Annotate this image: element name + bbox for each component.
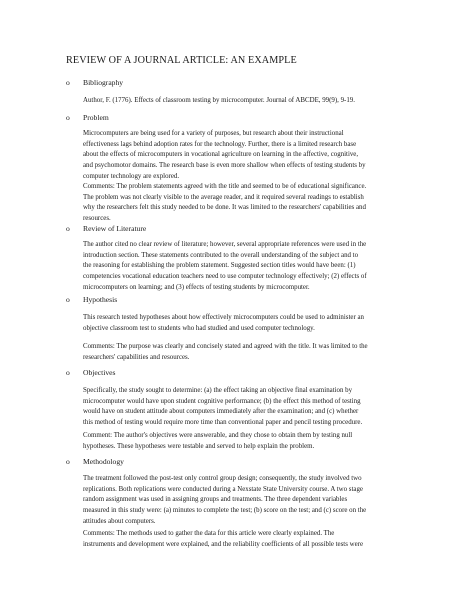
text-line: effectiveness lags behind adoption rates for the technology. Further, there is a limited research base xyxy=(83,140,357,148)
text-line: introduction section. These statements contributed to the overall understanding of the subject and to xyxy=(83,251,359,259)
bullet-marker: o xyxy=(66,78,70,87)
text-line: Comments: The methods used to gather the data for this article were clearly explained. The xyxy=(83,530,335,537)
review-paragraph xyxy=(83,240,401,294)
objectives-comment xyxy=(83,431,401,452)
objectives-paragraph xyxy=(83,386,401,429)
text-line: would have on student attitude about computers immediately after the examination; and (c) whether xyxy=(83,408,359,416)
text-line: The author cited no clear review of literature; however, several appropriate references were used in the xyxy=(83,241,367,248)
section-title: Review of Literature xyxy=(83,224,147,233)
text-line: resources. xyxy=(83,215,111,223)
text-line: This research tested hypotheses about how effectively microcomputers could be used to administer an xyxy=(83,314,364,321)
text-line: attitudes about computers. xyxy=(83,517,156,525)
section-title: Problem xyxy=(83,113,109,122)
text-line: objective classroom test to students who had studied and used computer technology. xyxy=(83,324,315,332)
bullet-marker: o xyxy=(66,113,70,122)
section-heading-problem xyxy=(66,113,109,122)
problem-paragraph xyxy=(83,129,401,183)
text-line: The treatment followed the post-test only control group design; consequently, the study involved two xyxy=(83,475,362,482)
text-line: microcomputers on learning; and (3) effects of testing students by microcomputer. xyxy=(83,283,310,291)
section-title: Objectives xyxy=(83,368,116,377)
section-title: Bibliography xyxy=(83,78,124,87)
text-line: competencies vocational education teachers need to use computer technology effectively; (2) effects of xyxy=(83,273,367,281)
text-line: Comments: The problem statements agreed with the title and seemed to be of educational significance. xyxy=(83,183,367,190)
text-line: hypotheses. These hypotheses were testable and served to help explain the problem. xyxy=(83,442,315,450)
bullet-marker: o xyxy=(66,295,70,304)
problem-comments xyxy=(83,182,401,225)
text-line: this method of testing would require more time than conventional paper and pencil testing procedure. xyxy=(83,419,363,427)
text-line: Comments: The purpose was clearly and concisely stated and agreed with the title. It was limited to the xyxy=(83,343,368,350)
methodology-paragraph xyxy=(83,474,401,528)
section-heading-bibliography xyxy=(66,78,123,87)
text-line: why the researchers felt this study needed to be done. It was limited to the researchers' capabilities and xyxy=(83,204,366,212)
section-title: Hypothesis xyxy=(83,295,118,304)
text-line: instruments and development were explained, and the reliability coefficients of all possible tests were xyxy=(83,540,364,548)
text-line: Microcomputers are being used for a variety of purposes, but research about their instructional xyxy=(83,130,344,137)
bullet-marker: o xyxy=(66,457,70,466)
hypothesis-paragraph xyxy=(83,313,401,334)
bullet-marker: o xyxy=(66,224,70,233)
section-title: Methodology xyxy=(83,457,124,466)
text-line: the reasoning for establishing the problem statement. Suggested section titles would have been: (1) xyxy=(83,262,356,270)
text-line: researchers' capabilities and resources. xyxy=(83,353,190,361)
document-title: REVIEW OF A JOURNAL ARTICLE: AN EXAMPLE xyxy=(66,55,297,66)
text-line: about the effects of microcomputers in vocational agriculture on learning in the affective, cognitive, xyxy=(83,151,359,159)
text-line: Comment: The author's objectives were answerable, and they chose to obtain them by testing null xyxy=(83,432,353,439)
text-line: Author, F. (1776). Effects of classroom testing by microcomputer. Journal of ABCDE, 99(9), 9-19. xyxy=(83,97,355,104)
text-line: replications. Both replications were conducted during a Nexstate State University course. A two stage xyxy=(83,485,363,493)
text-line: measured in this study were: (a) minutes to complete the test; (b) score on the test; and (c) score on the xyxy=(83,507,367,515)
bullet-marker: o xyxy=(66,368,70,377)
methodology-comments xyxy=(83,529,401,550)
section-heading-review-of-literature xyxy=(66,224,146,233)
text-line: and psychomotor domains. The research base is even more shallow when effects of testing students by xyxy=(83,162,366,170)
text-line: The problem was not clearly visible to the average reader, and it required several readings to establish xyxy=(83,193,364,201)
section-heading-methodology xyxy=(66,457,124,466)
text-line: microcomputer would have upon student cognitive performance; (b) the effect this method of testing xyxy=(83,397,361,405)
text-line: computer technology are explored. xyxy=(83,172,180,180)
hypothesis-comments xyxy=(83,342,401,363)
section-heading-hypothesis xyxy=(66,295,117,304)
section-heading-objectives xyxy=(66,368,115,377)
text-line: random assignment was used in assigning groups and treatments. The three dependent variables xyxy=(83,496,348,504)
bibliography-citation xyxy=(83,96,401,107)
text-line: Specifically, the study sought to determine: (a) the effect taking an objective final examination by xyxy=(83,387,353,394)
